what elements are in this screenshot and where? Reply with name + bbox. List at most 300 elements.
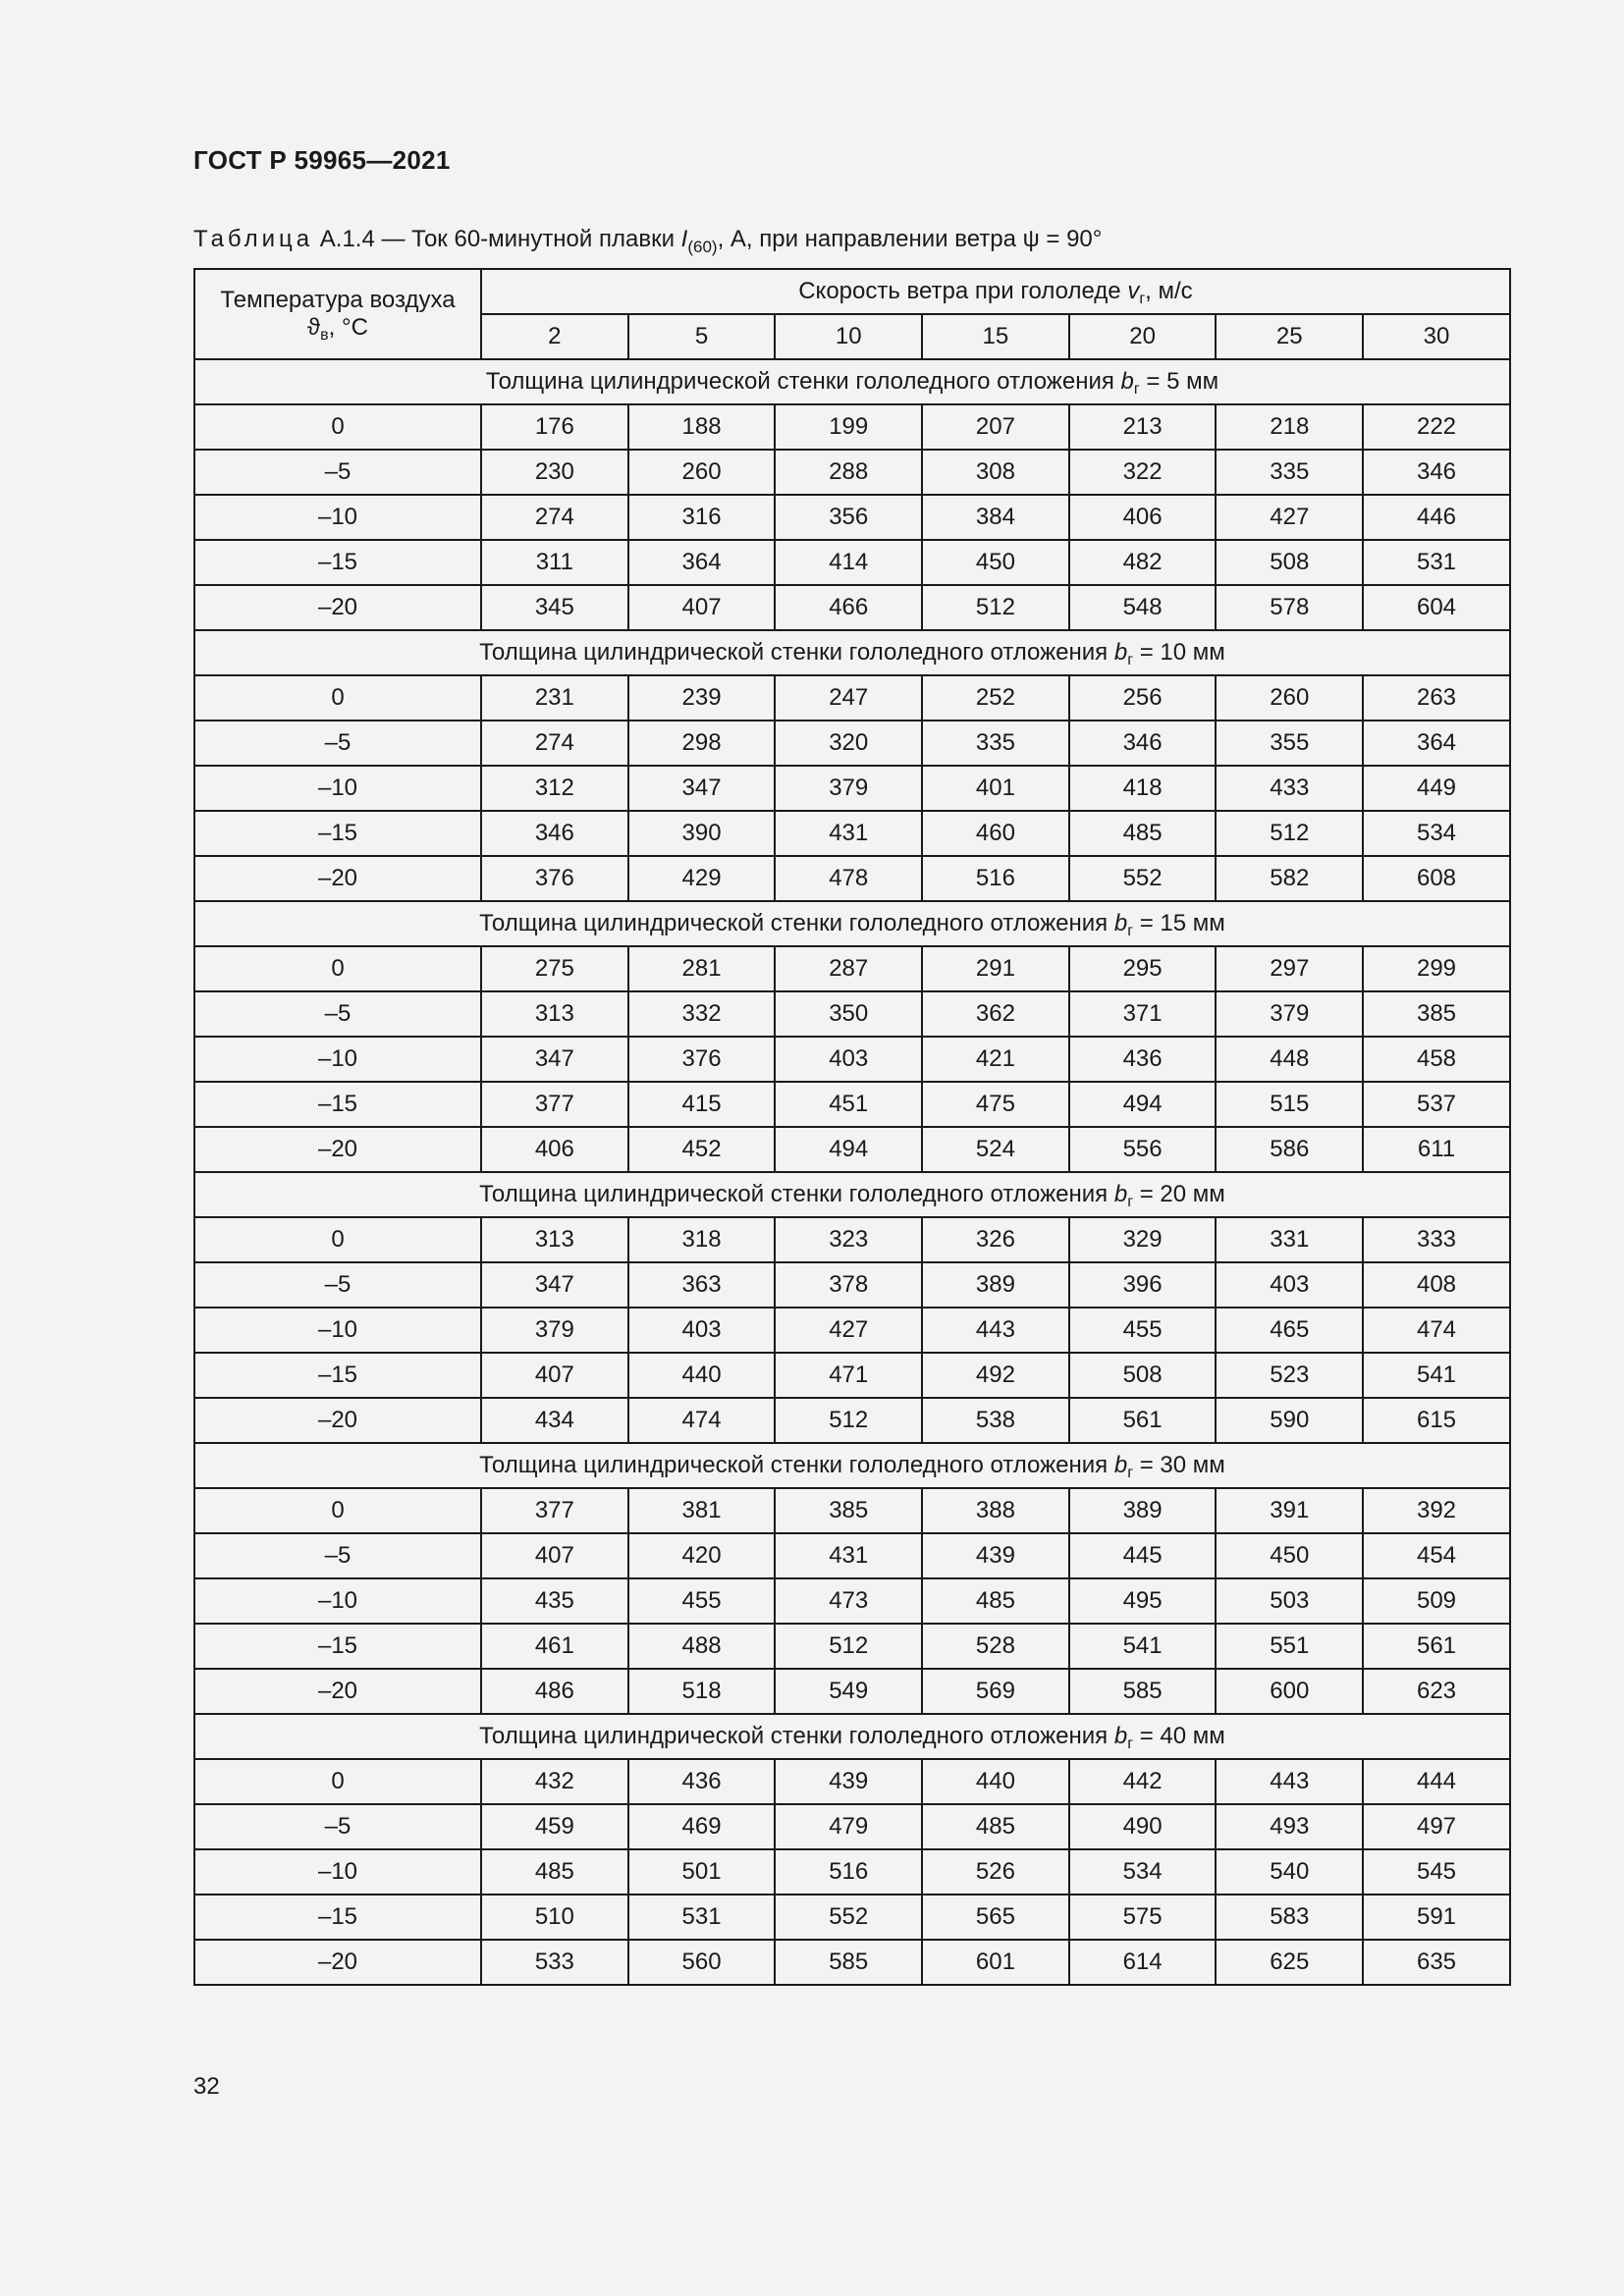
current-value-cell: 308 <box>922 450 1069 495</box>
current-value-cell: 608 <box>1363 856 1510 901</box>
table-header-row-1 <box>194 269 1510 314</box>
current-value-cell: 313 <box>481 1217 628 1262</box>
current-value-cell: 474 <box>1363 1308 1510 1353</box>
header-speed-col: 5 <box>628 314 776 359</box>
current-value-cell: 287 <box>775 946 922 991</box>
current-value-cell: 288 <box>775 450 922 495</box>
current-value-cell: 478 <box>775 856 922 901</box>
table-row <box>194 1578 1510 1624</box>
table-row <box>194 1398 1510 1443</box>
current-value-cell: 443 <box>922 1308 1069 1353</box>
section-header-row <box>194 359 1510 404</box>
current-value-cell: 512 <box>775 1624 922 1669</box>
current-value-cell: 475 <box>922 1082 1069 1127</box>
current-value-cell: 503 <box>1216 1578 1363 1624</box>
header-temperature-symbol-sub: в <box>320 327 329 344</box>
current-value-cell: 230 <box>481 450 628 495</box>
section-header-cell <box>194 359 1510 404</box>
current-value-cell: 549 <box>775 1669 922 1714</box>
section-symbol: b <box>1113 1181 1128 1207</box>
table-row <box>194 495 1510 540</box>
temperature-cell: 0 <box>194 1759 481 1804</box>
caption-number: А.1.4 <box>319 226 375 252</box>
current-value-cell: 431 <box>775 1533 922 1578</box>
current-value-cell: 485 <box>481 1849 628 1895</box>
current-value-cell: 435 <box>481 1578 628 1624</box>
current-value-cell: 590 <box>1216 1398 1363 1443</box>
temperature-cell: 0 <box>194 404 481 450</box>
caption-text-before: — Ток 60-минутной плавки <box>374 226 681 252</box>
current-value-cell: 355 <box>1216 721 1363 766</box>
current-value-cell: 407 <box>481 1533 628 1578</box>
temperature-cell: –15 <box>194 1895 481 1940</box>
current-value-cell: 474 <box>628 1398 776 1443</box>
current-value-cell: 510 <box>481 1895 628 1940</box>
current-value-cell: 516 <box>775 1849 922 1895</box>
current-value-cell: 585 <box>775 1940 922 1985</box>
header-temperature-label: Температура воздуха <box>220 287 456 313</box>
section-header-cell <box>194 1443 1510 1488</box>
section-prefix: Толщина цилиндрической стенки гололедного отложения <box>479 1452 1114 1478</box>
current-value-cell: 432 <box>481 1759 628 1804</box>
section-header-row <box>194 1172 1510 1217</box>
temperature-cell: –20 <box>194 1940 481 1985</box>
current-value-cell: 295 <box>1069 946 1217 991</box>
current-value-cell: 379 <box>1216 991 1363 1037</box>
current-value-cell: 451 <box>775 1082 922 1127</box>
current-value-cell: 434 <box>481 1398 628 1443</box>
temperature-cell: –20 <box>194 585 481 630</box>
current-value-cell: 495 <box>1069 1578 1217 1624</box>
current-value-cell: 526 <box>922 1849 1069 1895</box>
current-value-cell: 509 <box>1363 1578 1510 1624</box>
current-value-cell: 335 <box>922 721 1069 766</box>
current-value-cell: 493 <box>1216 1804 1363 1849</box>
temperature-cell: –10 <box>194 1849 481 1895</box>
current-value-cell: 545 <box>1363 1849 1510 1895</box>
current-value-cell: 222 <box>1363 404 1510 450</box>
current-value-cell: 548 <box>1069 585 1217 630</box>
table-row <box>194 1262 1510 1308</box>
table-row <box>194 1127 1510 1172</box>
current-value-cell: 345 <box>481 585 628 630</box>
header-wind-speed-cell <box>481 269 1510 314</box>
temperature-cell: –5 <box>194 1804 481 1849</box>
current-value-cell: 427 <box>775 1308 922 1353</box>
current-value-cell: 403 <box>1216 1262 1363 1308</box>
current-value-cell: 329 <box>1069 1217 1217 1262</box>
current-value-cell: 611 <box>1363 1127 1510 1172</box>
current-value-cell: 625 <box>1216 1940 1363 1985</box>
section-header-row <box>194 630 1510 675</box>
current-value-cell: 583 <box>1216 1895 1363 1940</box>
current-value-cell: 439 <box>922 1533 1069 1578</box>
current-value-cell: 578 <box>1216 585 1363 630</box>
current-value-cell: 379 <box>775 766 922 811</box>
current-value-cell: 414 <box>775 540 922 585</box>
current-value-cell: 335 <box>1216 450 1363 495</box>
table-row <box>194 1533 1510 1578</box>
current-value-cell: 347 <box>628 766 776 811</box>
current-value-cell: 450 <box>922 540 1069 585</box>
section-thickness: = 30 мм <box>1133 1452 1225 1478</box>
current-value-cell: 331 <box>1216 1217 1363 1262</box>
current-value-cell: 556 <box>1069 1127 1217 1172</box>
current-value-cell: 533 <box>481 1940 628 1985</box>
current-value-cell: 429 <box>628 856 776 901</box>
header-speed-col: 30 <box>1363 314 1510 359</box>
current-value-cell: 479 <box>775 1804 922 1849</box>
section-prefix: Толщина цилиндрической стенки гололедного отложения <box>479 1181 1114 1207</box>
temperature-cell: –10 <box>194 766 481 811</box>
header-speed-col: 15 <box>922 314 1069 359</box>
section-prefix: Толщина цилиндрической стенки гололедного отложения <box>479 639 1114 666</box>
page-number: 32 <box>193 2073 220 2100</box>
table-row <box>194 856 1510 901</box>
current-value-cell: 312 <box>481 766 628 811</box>
current-value-cell: 471 <box>775 1353 922 1398</box>
current-value-cell: 381 <box>628 1488 776 1533</box>
current-value-cell: 392 <box>1363 1488 1510 1533</box>
current-value-cell: 388 <box>922 1488 1069 1533</box>
current-value-cell: 247 <box>775 675 922 721</box>
current-value-cell: 313 <box>481 991 628 1037</box>
header-temperature-symbol: ϑ <box>307 314 321 341</box>
current-value-cell: 565 <box>922 1895 1069 1940</box>
current-value-cell: 421 <box>922 1037 1069 1082</box>
temperature-cell: –15 <box>194 1082 481 1127</box>
section-header-cell <box>194 1172 1510 1217</box>
current-value-cell: 176 <box>481 404 628 450</box>
table-row <box>194 811 1510 856</box>
table-row <box>194 1849 1510 1895</box>
current-value-cell: 347 <box>481 1037 628 1082</box>
table-row <box>194 1488 1510 1533</box>
table-row <box>194 1759 1510 1804</box>
current-value-cell: 389 <box>922 1262 1069 1308</box>
current-value-cell: 332 <box>628 991 776 1037</box>
current-value-cell: 528 <box>922 1624 1069 1669</box>
current-value-cell: 377 <box>481 1488 628 1533</box>
caption-text-after: , А, при направлении ветра ψ = 90° <box>717 226 1103 252</box>
current-value-cell: 363 <box>628 1262 776 1308</box>
current-value-cell: 376 <box>481 856 628 901</box>
temperature-cell: –10 <box>194 1578 481 1624</box>
current-value-cell: 318 <box>628 1217 776 1262</box>
section-symbol-sub: г <box>1127 652 1134 668</box>
current-value-cell: 346 <box>481 811 628 856</box>
current-value-cell: 469 <box>628 1804 776 1849</box>
table-row <box>194 1624 1510 1669</box>
current-value-cell: 485 <box>922 1578 1069 1624</box>
current-value-cell: 379 <box>481 1308 628 1353</box>
current-value-cell: 494 <box>1069 1082 1217 1127</box>
current-value-cell: 322 <box>1069 450 1217 495</box>
table-row <box>194 1895 1510 1940</box>
current-value-cell: 418 <box>1069 766 1217 811</box>
table-row <box>194 540 1510 585</box>
current-value-cell: 356 <box>775 495 922 540</box>
section-symbol: b <box>1113 639 1128 666</box>
current-value-cell: 449 <box>1363 766 1510 811</box>
section-symbol-sub: г <box>1127 1194 1134 1210</box>
current-value-cell: 446 <box>1363 495 1510 540</box>
current-value-cell: 541 <box>1069 1624 1217 1669</box>
table-row <box>194 1037 1510 1082</box>
temperature-cell: –15 <box>194 811 481 856</box>
section-header-cell <box>194 901 1510 946</box>
current-value-cell: 585 <box>1069 1669 1217 1714</box>
current-value-cell: 443 <box>1216 1759 1363 1804</box>
current-value-cell: 298 <box>628 721 776 766</box>
current-value-cell: 591 <box>1363 1895 1510 1940</box>
current-value-cell: 385 <box>1363 991 1510 1037</box>
table-row <box>194 766 1510 811</box>
current-value-cell: 326 <box>922 1217 1069 1262</box>
header-temperature-unit: , °С <box>328 314 368 341</box>
table-row <box>194 450 1510 495</box>
current-value-cell: 281 <box>628 946 776 991</box>
table-row <box>194 1308 1510 1353</box>
temperature-cell: 0 <box>194 1217 481 1262</box>
current-value-cell: 396 <box>1069 1262 1217 1308</box>
current-value-cell: 218 <box>1216 404 1363 450</box>
current-value-cell: 407 <box>481 1353 628 1398</box>
temperature-cell: –5 <box>194 721 481 766</box>
current-value-cell: 408 <box>1363 1262 1510 1308</box>
current-value-cell: 534 <box>1363 811 1510 856</box>
current-value-cell: 311 <box>481 540 628 585</box>
current-value-cell: 635 <box>1363 1940 1510 1985</box>
current-value-cell: 486 <box>481 1669 628 1714</box>
current-value-cell: 582 <box>1216 856 1363 901</box>
current-value-cell: 473 <box>775 1578 922 1624</box>
section-prefix: Толщина цилиндрической стенки гололедного отложения <box>479 910 1114 936</box>
current-value-cell: 531 <box>628 1895 776 1940</box>
current-value-cell: 431 <box>775 811 922 856</box>
temperature-cell: –20 <box>194 1398 481 1443</box>
current-value-cell: 455 <box>628 1578 776 1624</box>
temperature-cell: 0 <box>194 946 481 991</box>
table-row <box>194 946 1510 991</box>
header-wind-speed-unit: , м/с <box>1145 278 1193 304</box>
current-value-cell: 537 <box>1363 1082 1510 1127</box>
section-symbol-sub: г <box>1127 923 1134 939</box>
current-value-cell: 346 <box>1069 721 1217 766</box>
current-value-cell: 512 <box>775 1398 922 1443</box>
section-symbol: b <box>1113 1723 1128 1749</box>
header-temperature-cell <box>194 269 481 359</box>
current-value-cell: 445 <box>1069 1533 1217 1578</box>
current-value-cell: 551 <box>1216 1624 1363 1669</box>
table-row <box>194 1940 1510 1985</box>
temperature-cell: –5 <box>194 450 481 495</box>
current-value-cell: 347 <box>481 1262 628 1308</box>
current-value-cell: 485 <box>922 1804 1069 1849</box>
current-value-cell: 494 <box>775 1127 922 1172</box>
caption-symbol: I <box>680 226 688 252</box>
current-value-cell: 323 <box>775 1217 922 1262</box>
current-value-cell: 448 <box>1216 1037 1363 1082</box>
current-value-cell: 439 <box>775 1759 922 1804</box>
temperature-cell: –5 <box>194 1533 481 1578</box>
temperature-cell: –15 <box>194 1624 481 1669</box>
current-value-cell: 299 <box>1363 946 1510 991</box>
document-standard-title: ГОСТ Р 59965—2021 <box>193 145 451 175</box>
section-thickness: = 15 мм <box>1133 910 1225 936</box>
current-value-cell: 450 <box>1216 1533 1363 1578</box>
table-row <box>194 1217 1510 1262</box>
section-symbol: b <box>1113 910 1128 936</box>
temperature-cell: –15 <box>194 540 481 585</box>
current-value-cell: 384 <box>922 495 1069 540</box>
header-speed-col: 10 <box>775 314 922 359</box>
current-value-cell: 444 <box>1363 1759 1510 1804</box>
header-wind-speed-label: Скорость ветра при гололеде <box>798 278 1128 304</box>
current-value-cell: 199 <box>775 404 922 450</box>
current-value-cell: 256 <box>1069 675 1217 721</box>
current-value-cell: 454 <box>1363 1533 1510 1578</box>
table-row <box>194 404 1510 450</box>
current-value-cell: 291 <box>922 946 1069 991</box>
current-value-cell: 490 <box>1069 1804 1217 1849</box>
current-value-cell: 346 <box>1363 450 1510 495</box>
table-row <box>194 585 1510 630</box>
table-row <box>194 721 1510 766</box>
current-value-cell: 274 <box>481 721 628 766</box>
current-value-cell: 569 <box>922 1669 1069 1714</box>
current-value-cell: 538 <box>922 1398 1069 1443</box>
current-value-cell: 512 <box>1216 811 1363 856</box>
current-value-cell: 600 <box>1216 1669 1363 1714</box>
current-value-cell: 575 <box>1069 1895 1217 1940</box>
current-value-cell: 389 <box>1069 1488 1217 1533</box>
current-value-cell: 275 <box>481 946 628 991</box>
current-value-cell: 552 <box>775 1895 922 1940</box>
current-value-cell: 207 <box>922 404 1069 450</box>
current-value-cell: 516 <box>922 856 1069 901</box>
current-value-cell: 350 <box>775 991 922 1037</box>
current-value-cell: 512 <box>922 585 1069 630</box>
temperature-cell: –5 <box>194 1262 481 1308</box>
current-value-cell: 614 <box>1069 1940 1217 1985</box>
current-value-cell: 406 <box>1069 495 1217 540</box>
temperature-cell: –20 <box>194 856 481 901</box>
current-value-cell: 420 <box>628 1533 776 1578</box>
current-value-cell: 531 <box>1363 540 1510 585</box>
current-value-cell: 518 <box>628 1669 776 1714</box>
table-row <box>194 1082 1510 1127</box>
current-value-cell: 260 <box>1216 675 1363 721</box>
current-value-cell: 231 <box>481 675 628 721</box>
current-value-cell: 455 <box>1069 1308 1217 1353</box>
section-thickness: = 10 мм <box>1133 639 1225 666</box>
current-value-cell: 433 <box>1216 766 1363 811</box>
caption-symbol-sub: (60) <box>687 238 718 256</box>
current-value-cell: 492 <box>922 1353 1069 1398</box>
current-value-cell: 403 <box>628 1308 776 1353</box>
current-value-cell: 442 <box>1069 1759 1217 1804</box>
current-value-cell: 501 <box>628 1849 776 1895</box>
header-speed-col: 2 <box>481 314 628 359</box>
current-value-cell: 274 <box>481 495 628 540</box>
temperature-cell: 0 <box>194 675 481 721</box>
current-value-cell: 252 <box>922 675 1069 721</box>
temperature-cell: –20 <box>194 1127 481 1172</box>
current-value-cell: 452 <box>628 1127 776 1172</box>
current-value-cell: 377 <box>481 1082 628 1127</box>
current-value-cell: 376 <box>628 1037 776 1082</box>
temperature-cell: –5 <box>194 991 481 1037</box>
temperature-cell: –20 <box>194 1669 481 1714</box>
current-value-cell: 623 <box>1363 1669 1510 1714</box>
table-row <box>194 675 1510 721</box>
current-value-cell: 561 <box>1069 1398 1217 1443</box>
current-value-cell: 263 <box>1363 675 1510 721</box>
current-value-cell: 482 <box>1069 540 1217 585</box>
table-row <box>194 991 1510 1037</box>
current-value-cell: 485 <box>1069 811 1217 856</box>
current-value-cell: 601 <box>922 1940 1069 1985</box>
section-header-row <box>194 1443 1510 1488</box>
temperature-cell: –15 <box>194 1353 481 1398</box>
temperature-cell: –10 <box>194 1037 481 1082</box>
current-value-cell: 378 <box>775 1262 922 1308</box>
section-prefix: Толщина цилиндрической стенки гололедного отложения <box>485 368 1121 395</box>
current-value-cell: 297 <box>1216 946 1363 991</box>
current-value-cell: 440 <box>628 1353 776 1398</box>
current-value-cell: 239 <box>628 675 776 721</box>
table-row <box>194 1804 1510 1849</box>
current-value-cell: 320 <box>775 721 922 766</box>
header-wind-speed-symbol: v <box>1127 278 1140 304</box>
section-symbol-sub: г <box>1127 1735 1134 1752</box>
section-header-row <box>194 1714 1510 1759</box>
current-value-cell: 560 <box>628 1940 776 1985</box>
current-value-cell: 508 <box>1216 540 1363 585</box>
melting-current-table <box>193 268 1511 1986</box>
section-symbol: b <box>1120 368 1134 395</box>
current-value-cell: 401 <box>922 766 1069 811</box>
current-value-cell: 436 <box>628 1759 776 1804</box>
current-value-cell: 540 <box>1216 1849 1363 1895</box>
current-value-cell: 390 <box>628 811 776 856</box>
current-value-cell: 364 <box>1363 721 1510 766</box>
current-value-cell: 260 <box>628 450 776 495</box>
section-prefix: Толщина цилиндрической стенки гололедного отложения <box>479 1723 1114 1749</box>
current-value-cell: 316 <box>628 495 776 540</box>
section-thickness: = 5 мм <box>1139 368 1219 395</box>
current-value-cell: 427 <box>1216 495 1363 540</box>
caption-prefix: Таблица <box>193 226 314 252</box>
current-value-cell: 362 <box>922 991 1069 1037</box>
header-speed-col: 20 <box>1069 314 1217 359</box>
current-value-cell: 403 <box>775 1037 922 1082</box>
current-value-cell: 333 <box>1363 1217 1510 1262</box>
current-value-cell: 385 <box>775 1488 922 1533</box>
current-value-cell: 406 <box>481 1127 628 1172</box>
temperature-cell: –10 <box>194 495 481 540</box>
current-value-cell: 523 <box>1216 1353 1363 1398</box>
table-caption <box>193 226 1103 256</box>
current-value-cell: 604 <box>1363 585 1510 630</box>
current-value-cell: 371 <box>1069 991 1217 1037</box>
current-value-cell: 465 <box>1216 1308 1363 1353</box>
header-wind-speed-symbol-sub: г <box>1139 291 1146 307</box>
header-speed-col: 25 <box>1216 314 1363 359</box>
temperature-cell: 0 <box>194 1488 481 1533</box>
current-value-cell: 415 <box>628 1082 776 1127</box>
